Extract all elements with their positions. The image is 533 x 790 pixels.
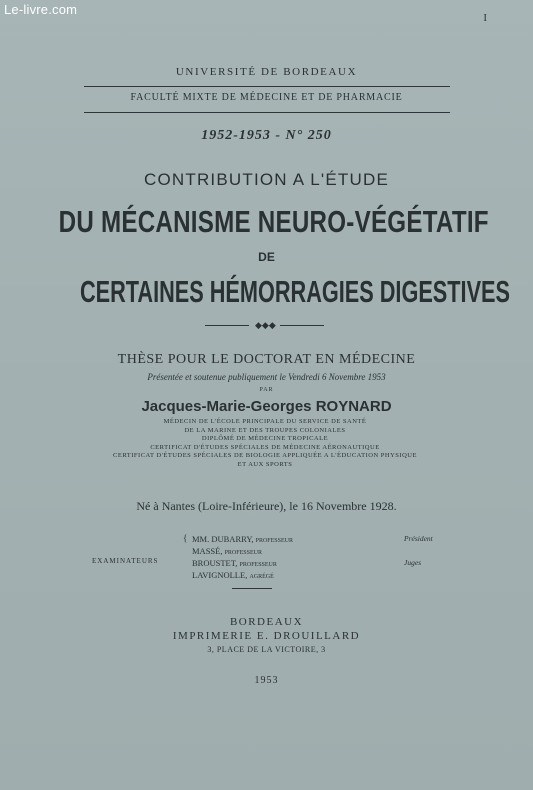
publication-year: 1953 xyxy=(254,675,279,686)
qualification-line: MÉDECIN DE L'ÉCOLE PRINCIPALE DU SERVICE DE SANTÉ xyxy=(163,418,367,425)
imprint-city: BORDEAUX xyxy=(229,616,304,628)
header-rule-top xyxy=(84,86,450,87)
presentation-date: Présentée et soutenue publiquement le Vendredi 6 Novembre 1953 xyxy=(147,372,386,382)
faculty-name: FACULTÉ MIXTE DE MÉDECINE ET DE PHARMACIE xyxy=(130,92,403,103)
qualification-line: DIPLÔMÉ DE MÉDECINE TROPICALE xyxy=(201,435,329,443)
ornament-center: ◆◆◆ xyxy=(255,320,276,330)
jury-label: EXAMINATEURS xyxy=(92,557,159,565)
jury-member-name: MASSÉ, professeur xyxy=(192,546,262,556)
imprint-printer: IMPRIMERIE E. DROUILLARD xyxy=(172,630,361,642)
jury-member xyxy=(192,546,442,558)
jury-member xyxy=(192,534,442,546)
qualification-line: ET AUX SPORTS xyxy=(237,460,293,468)
jury-member-name: MM. DUBARRY, professeur xyxy=(192,534,293,544)
title-connector: DE xyxy=(258,250,275,264)
qualification-line: DE LA MARINE ET DES TROUPES COLONIALES xyxy=(184,426,346,434)
academic-year-number: 1952-1953 - N° 250 xyxy=(201,128,332,143)
jury-list xyxy=(192,534,442,582)
jury-brace: { xyxy=(183,533,188,543)
title-line-2: CERTAINES HÉMORRAGIES DIGESTIVES xyxy=(79,274,510,309)
thesis-label: THÈSE POUR LE DOCTORAT EN MÉDECINE xyxy=(117,352,416,367)
ornament-rule-left xyxy=(205,325,249,326)
imprint-address: 3, PLACE DE LA VICTOIRE, 3 xyxy=(207,645,326,654)
author-qualifications xyxy=(90,418,440,470)
jury-rule xyxy=(232,588,272,589)
ornament-rule-right xyxy=(280,325,324,326)
jury-member-name: LAVIGNOLLE, agrégé xyxy=(192,570,274,580)
by-label: PAR xyxy=(259,387,274,393)
university-name: UNIVERSITÉ DE BORDEAUX xyxy=(175,66,358,78)
jury-member xyxy=(192,558,442,570)
corner-mark: I xyxy=(483,12,487,24)
jury-member-name: BROUSTET, professeur xyxy=(192,558,277,568)
jury-member-role: Juges xyxy=(404,558,422,567)
author-birth: Né à Nantes (Loire-Inférieure), le 16 Novembre 1928. xyxy=(136,499,397,513)
watermark: Le-livre.com xyxy=(4,2,78,17)
title-line-1: DU MÉCANISME NEURO-VÉGÉTATIF xyxy=(58,204,489,239)
header-rule-bottom xyxy=(84,112,450,113)
jury-member-role: Président xyxy=(404,534,433,543)
qualification-line: CERTIFICAT D'ÉTUDES SPÉCIALES DE MÉDECINE AÉRONAUTIQUE xyxy=(150,443,380,451)
title-contribution: CONTRIBUTION A L'ÉTUDE xyxy=(143,170,389,189)
jury-member xyxy=(192,570,442,582)
qualification-line: CERTIFICAT D'ÉTUDES SPÉCIALES DE BIOLOGIE APPLIQUÉE A L'ÉDUCATION PHYSIQUE xyxy=(113,452,417,460)
author-name: Jacques-Marie-Georges ROYNARD xyxy=(141,398,392,415)
